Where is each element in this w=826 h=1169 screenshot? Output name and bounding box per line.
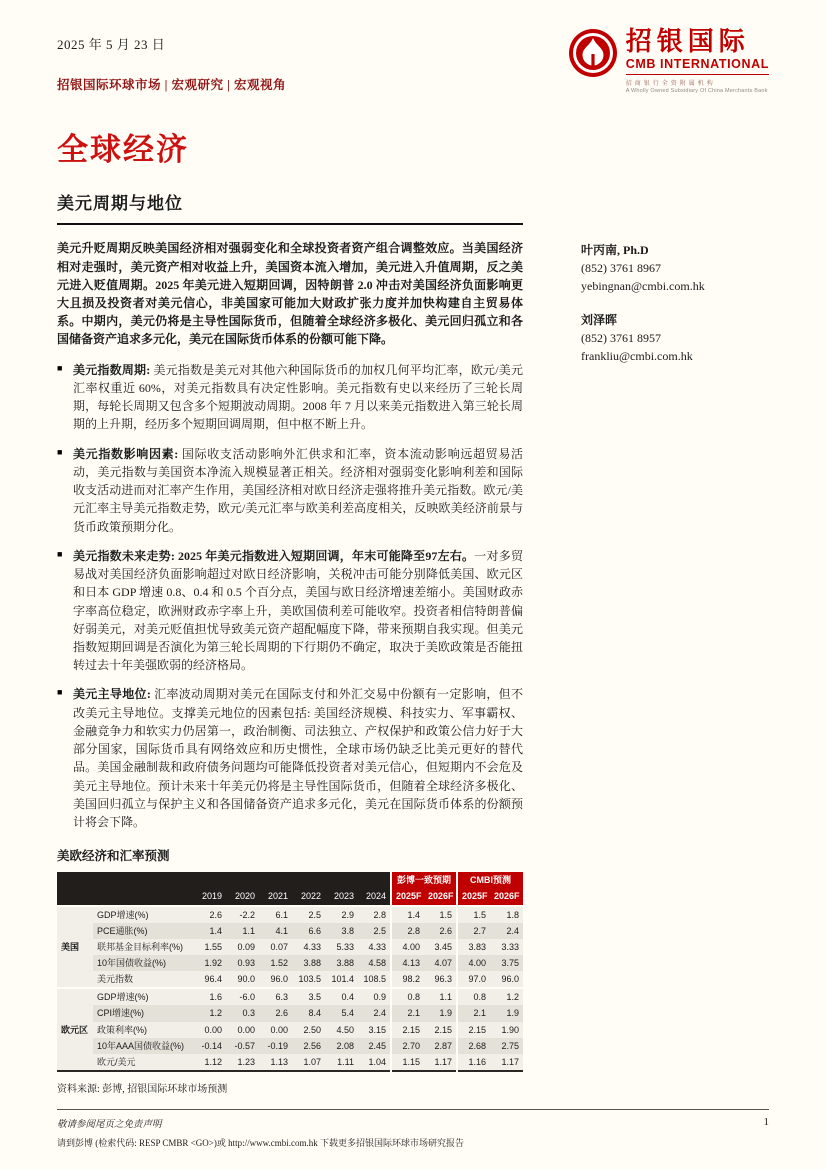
table-row <box>57 971 523 988</box>
value-cell: 2.75 <box>501 1040 520 1051</box>
value-cell: 2.4 <box>506 925 520 936</box>
row-label: GDP增速(%) <box>93 906 193 923</box>
value-cell: 5.4 <box>341 1008 354 1019</box>
value-cell: 1.13 <box>270 1056 288 1067</box>
body-column <box>57 239 523 1097</box>
value-cell: 1.92 <box>204 958 222 969</box>
value-cell: 3.8 <box>341 925 354 936</box>
bullet-label: 美元指数未来走势: <box>73 548 179 563</box>
value-cell: 2.87 <box>434 1040 453 1051</box>
table-row <box>57 988 523 1005</box>
table-row <box>57 906 523 923</box>
value-cell: 2.4 <box>373 1008 386 1019</box>
value-cell: -0.19 <box>267 1040 288 1051</box>
value-cell: 1.15 <box>391 1054 424 1071</box>
analyst-card <box>581 311 781 365</box>
logo-name-cn: 招银国际 <box>625 27 750 56</box>
page-header <box>57 28 769 94</box>
value-cell: 1.52 <box>270 958 288 969</box>
year-header: 2025F <box>391 888 424 905</box>
analyst-email-link[interactable]: yebingnan@cmbi.com.hk <box>581 279 705 294</box>
analyst-phone: (852) 3761 8957 <box>581 331 661 346</box>
value-cell: 2.1 <box>391 1005 424 1021</box>
value-cell: 4.50 <box>336 1024 354 1035</box>
analyst-phone: (852) 3761 8967 <box>581 261 661 276</box>
value-cell: 4.00 <box>457 955 490 971</box>
value-cell: 2.6 <box>275 1008 288 1019</box>
bullet-dollar-index-cycle <box>57 361 523 434</box>
bullet-dollar-dominance <box>57 685 523 831</box>
value-cell: 4.58 <box>368 958 386 969</box>
value-cell: 0.4 <box>325 988 358 1005</box>
value-cell: 2.68 <box>457 1038 490 1054</box>
year-header: 2023 <box>325 888 358 905</box>
logo-subtitle-en: A Wholly Owned Subsidiary Of China Merchants Bank <box>625 88 768 95</box>
value-cell: 4.00 <box>391 939 424 955</box>
value-cell: 1.4 <box>209 925 222 936</box>
value-cell: 1.9 <box>506 1008 520 1019</box>
value-cell: 3.15 <box>368 1024 386 1035</box>
analyst-name: 叶丙南, Ph.D <box>581 243 649 258</box>
row-label: 联邦基金目标利率(%) <box>97 941 183 952</box>
bullet-dollar-index-drivers <box>57 445 523 536</box>
value-cell: 101.4 <box>331 974 354 985</box>
page-footer <box>57 1109 769 1149</box>
page-title: 全球经济 <box>57 132 189 168</box>
value-cell: 1.5 <box>424 906 457 923</box>
bullet-text: 一对多贸易战对美国经济负面影响超过对欧日经济影响，关税冲击可能分别降低美国、欧元区和日本 GDP 增速 0.8、0.4 和 0.5 个百分点，美国与欧日经济增速差缩小。美国财政赤字率高位稳定，欧洲财政赤字率上升，美欧国债利差可能收窄。投资者相信特朗普偏好弱美元，对美元贬值担忧导致美元资产超配幅度下降，带来预期自我实现。但美元指数短期回调是否演化为第三轮长周期的下行期仍不确定，取决于美欧政策是否能扭转过去十年美强欧弱的经济格局。 <box>73 548 523 673</box>
row-label: 10年国债收益(%) <box>97 958 167 969</box>
value-cell: 3.83 <box>457 939 490 955</box>
disclaimer-note: 敬请参阅尾页之免责声明 <box>57 1120 162 1130</box>
logo-subtitle-cn: 招商银行全资附属机构 <box>625 81 716 88</box>
value-cell: 0.09 <box>237 941 255 952</box>
value-cell: -6.0 <box>226 988 259 1005</box>
page-number: 1 <box>763 1116 769 1128</box>
row-label: 政策利率(%) <box>97 1024 147 1035</box>
value-cell: 2.8 <box>358 906 391 923</box>
value-cell: 0.93 <box>237 958 255 969</box>
value-cell: 0.8 <box>391 988 424 1005</box>
bullet-label: 美元指数影响因素: <box>73 446 182 461</box>
value-cell: 5.33 <box>336 941 354 952</box>
value-cell: 103.5 <box>298 974 321 985</box>
value-cell: 1.04 <box>368 1056 386 1067</box>
value-cell: 0.07 <box>270 941 288 952</box>
value-cell: 0.00 <box>237 1024 255 1035</box>
bullet-lead: 2025 年美元指数进入短期回调，年末可能降至97左右。 <box>178 548 475 563</box>
analyst-column <box>581 241 781 381</box>
value-cell: 1.6 <box>193 988 226 1005</box>
year-header: 2020 <box>226 888 259 905</box>
value-cell: 96.4 <box>204 974 222 985</box>
table-row <box>57 939 523 955</box>
value-cell: 0.9 <box>358 988 391 1005</box>
value-cell: 90.0 <box>237 974 255 985</box>
value-cell: 1.11 <box>337 1056 354 1067</box>
value-cell: 4.1 <box>275 925 288 936</box>
row-label: 欧元/美元 <box>97 1056 136 1067</box>
value-cell: -0.57 <box>234 1040 255 1051</box>
value-cell: 6.6 <box>308 925 321 936</box>
value-cell: 1.16 <box>457 1054 490 1071</box>
value-cell: 2.08 <box>336 1040 354 1051</box>
analyst-card <box>581 241 781 295</box>
value-cell: 3.45 <box>434 941 453 952</box>
header-cmbi-forecast: CMBI预测 <box>457 872 523 888</box>
value-cell: 2.1 <box>457 1005 490 1021</box>
year-header: 2026F <box>490 888 523 905</box>
value-cell: 3.33 <box>501 941 520 952</box>
value-cell: 3.88 <box>336 958 354 969</box>
page-subtitle: 美元周期与地位 <box>57 194 183 214</box>
year-header: 2024 <box>358 888 391 905</box>
year-header: 2026F <box>424 888 457 905</box>
table-header-groups <box>57 872 523 888</box>
value-cell: 4.13 <box>391 955 424 971</box>
value-cell: 4.33 <box>368 941 386 952</box>
value-cell: 97.0 <box>457 971 490 988</box>
table-row <box>57 1022 523 1038</box>
download-note <box>57 1136 769 1149</box>
bullet-text: 国际收支活动影响外汇供求和汇率，资本流动影响远超贸易活动，美元指数与美国资本净流入规模显著正相关。经济相对强弱变化影响利差和国际收支活动进而对汇率产生作用，美国经济相对欧日经济走强将推升美元指数。欧元/美元汇率主导美元指数走势，欧元/美元汇率与欧美利差高度相关，反映欧美经济前景与货币政策预期分化。 <box>73 446 523 534</box>
value-cell: 2.9 <box>325 906 358 923</box>
download-note-prefix: 请到彭博 (检索代码: RESP CMBR <GO>)或 <box>57 1138 229 1148</box>
table-row <box>57 923 523 939</box>
year-header: 2025F <box>457 888 490 905</box>
value-cell: 3.5 <box>292 988 325 1005</box>
header-spacer <box>57 872 391 888</box>
year-header: 2022 <box>292 888 325 905</box>
value-cell: 96.0 <box>501 974 520 985</box>
value-cell: 1.17 <box>501 1056 520 1067</box>
download-note-suffix: 下载更多招银国际环球市场研究报告 <box>317 1138 465 1148</box>
value-cell: 0.00 <box>204 1024 222 1035</box>
value-cell: 8.4 <box>308 1008 321 1019</box>
series-breadcrumb: 招银国际环球市场 | 宏观研究 | 宏观视角 <box>57 78 287 92</box>
table-header-years <box>57 888 523 905</box>
value-cell: 0.8 <box>457 988 490 1005</box>
value-cell: 3.88 <box>303 958 321 969</box>
value-cell: 0.3 <box>242 1008 255 1019</box>
value-cell: 1.1 <box>424 988 457 1005</box>
value-cell: 1.4 <box>391 906 424 923</box>
value-cell: 2.7 <box>457 923 490 939</box>
summary-paragraph: 美元升贬周期反映美国经济相对强弱变化和全球投资者资产组合调整效应。当美国经济相对走强时，美元资产相对收益上升，美国资本流入增加，美元进入升值周期，反之美元进入贬值周期。2025 年美元进入短期回调，因特朗普 2.0 冲击对美国经济负面影响更大且损及投资者对美元信心，非美国家可能加大财政扩张力度并加快构建自主贸易体系。中期内，美元仍将是主导性国际货币，但随着全球经济多极化、美元回归孤立和各国储备资产追求多元化，美元在国际货币体系的份额可能下降。 <box>57 241 523 347</box>
row-group-label: 美国 <box>57 906 93 989</box>
year-header: 2021 <box>259 888 292 905</box>
value-cell: 2.70 <box>391 1038 424 1054</box>
value-cell: 2.15 <box>434 1024 453 1035</box>
header-bloomberg-consensus: 彭博一致预期 <box>391 872 457 888</box>
value-cell: -0.14 <box>201 1040 222 1051</box>
logo-name-en: CMB INTERNATIONAL <box>626 57 769 75</box>
value-cell: 1.8 <box>490 906 523 923</box>
row-label: GDP增速(%) <box>93 988 193 1005</box>
cmb-logo <box>568 28 769 94</box>
value-cell: 1.2 <box>490 988 523 1005</box>
value-cell: 1.55 <box>204 941 222 952</box>
value-cell: 1.2 <box>209 1008 222 1019</box>
row-group-label: 欧元区 <box>57 988 93 1071</box>
value-cell: 108.5 <box>363 974 386 985</box>
value-cell: 1.07 <box>303 1056 321 1067</box>
value-cell: 1.9 <box>439 1008 453 1019</box>
cmbi-website-link[interactable]: http://www.cmbi.com.hk <box>228 1138 318 1148</box>
value-cell: 2.6 <box>193 906 226 923</box>
value-cell: 1.12 <box>204 1056 222 1067</box>
value-cell: 98.2 <box>391 971 424 988</box>
value-cell: 1.23 <box>237 1056 255 1067</box>
value-cell: 2.8 <box>391 923 424 939</box>
analyst-email-link[interactable]: frankliu@cmbi.com.hk <box>581 349 693 364</box>
value-cell: 96.3 <box>434 974 453 985</box>
report-date: 2025 年 5 月 23 日 <box>57 37 166 52</box>
value-cell: 3.75 <box>501 958 520 969</box>
row-label: 10年AAA国债收益(%) <box>97 1040 185 1051</box>
table-title: 美欧经济和汇率预测 <box>57 849 170 864</box>
value-cell: 2.45 <box>368 1040 386 1051</box>
value-cell: 6.3 <box>259 988 292 1005</box>
value-cell: 2.15 <box>391 1022 424 1038</box>
forecast-table-body <box>57 906 523 1071</box>
value-cell: 1.5 <box>457 906 490 923</box>
value-cell: -2.2 <box>226 906 259 923</box>
value-cell: 2.50 <box>303 1024 321 1035</box>
bullet-dollar-index-outlook <box>57 547 523 675</box>
value-cell: 2.56 <box>303 1040 321 1051</box>
value-cell: 2.6 <box>439 925 453 936</box>
bullet-label: 美元指数周期: <box>73 362 154 377</box>
forecast-table <box>57 872 523 1072</box>
table-row <box>57 1038 523 1054</box>
row-label: 美元指数 <box>97 974 134 985</box>
value-cell: 96.0 <box>270 974 288 985</box>
year-header: 2019 <box>193 888 226 905</box>
header-spacer <box>57 888 193 905</box>
analyst-name: 刘泽晖 <box>581 313 618 328</box>
bullet-text: 美元指数是美元对其他六种国际货币的加权几何平均汇率，欧元/美元汇率权重近 60%，对美元指数具有决定性影响。美元指数有史以来经历了三轮长周期，每轮长周期又包含多个短期波动周期。2008 年 7 月以来美元指数进入第三轮长周期的上升期，经历多个短期回调周期，但中枢不断上升。 <box>73 362 523 432</box>
value-cell: 4.33 <box>303 941 321 952</box>
bullet-label: 美元主导地位: <box>73 687 155 702</box>
value-cell: 2.5 <box>292 906 325 923</box>
row-label: PCE通胀(%) <box>97 925 148 936</box>
value-cell: 1.90 <box>501 1024 520 1035</box>
table-row <box>57 1005 523 1021</box>
value-cell: 2.15 <box>457 1022 490 1038</box>
row-label: CPI增速(%) <box>97 1008 144 1019</box>
table-row <box>57 955 523 971</box>
value-cell: 2.5 <box>373 925 386 936</box>
subtitle-rule <box>57 189 523 225</box>
value-cell: 1.17 <box>434 1056 453 1067</box>
value-cell: 1.1 <box>242 925 255 936</box>
bullet-text: 汇率波动周期对美元在国际支付和外汇交易中份额有一定影响，但不改美元主导地位。支撑美元地位的因素包括: 美国经济规模、科技实力、军事霸权、金融竞争力和软实力仍居第一，政治制衡、司法独立、产权保护和政策公信力好于大部分国家，国际货币具有网络效应和历史惯性，全球市场仍缺乏比美元更好的替代品。美国金融制裁和政府债务问题均可能降低投资者对美元信心，但短期内不会危及美元主导地位。预计未来十年美元仍将是主导性国际货币，但随着全球经济多极化、美国回归孤立与保护主义和各国储备资产追求多元化，美元在国际货币体系的份额预计将会下降。 <box>73 687 523 830</box>
table-source: 资料来源: 彭博, 招银国际环球市场预测 <box>57 1084 228 1096</box>
value-cell: 4.07 <box>434 958 453 969</box>
value-cell: 0.00 <box>270 1024 288 1035</box>
value-cell: 6.1 <box>259 906 292 923</box>
cmb-logo-icon <box>568 28 618 78</box>
table-row <box>57 1054 523 1071</box>
